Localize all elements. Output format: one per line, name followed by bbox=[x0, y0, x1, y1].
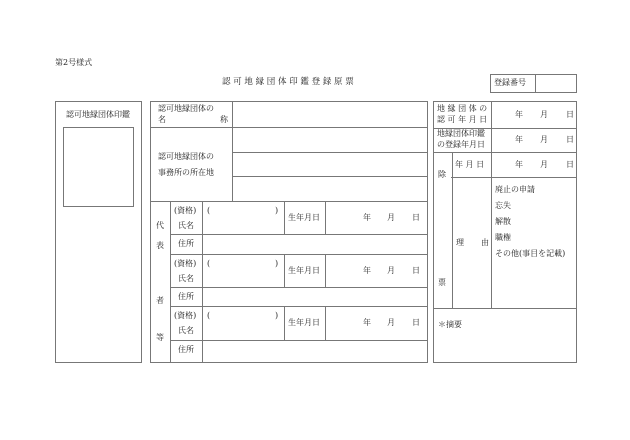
birth-date-label: 生年月日 bbox=[288, 213, 320, 222]
address-label: 住所 bbox=[178, 239, 194, 248]
paren-open: ( bbox=[207, 206, 211, 215]
birth-date-label: 生年月日 bbox=[288, 266, 320, 275]
paren-close: ) bbox=[275, 259, 279, 268]
month-label: 月 bbox=[387, 318, 395, 327]
org-name-label: 認可地縁団体の bbox=[158, 104, 214, 113]
org-name-label-b: 称 bbox=[220, 115, 228, 124]
rep-name-label: 氏名 bbox=[178, 274, 194, 283]
rep-label-1: 代 bbox=[156, 221, 164, 230]
rep-label-3: 者 bbox=[156, 296, 164, 305]
reason-option[interactable]: 職権 bbox=[495, 233, 511, 242]
rep-label-4: 等 bbox=[156, 333, 164, 342]
month-label: 月 bbox=[540, 110, 548, 119]
qualification-label: (資格) bbox=[174, 206, 197, 215]
reason-option[interactable]: 忘失 bbox=[495, 201, 511, 210]
day-label: 日 bbox=[566, 135, 574, 144]
rep-address-field[interactable] bbox=[203, 235, 427, 253]
day-label: 日 bbox=[412, 266, 420, 275]
month-label: 月 bbox=[540, 135, 548, 144]
day-label: 日 bbox=[412, 213, 420, 222]
rep-name-field[interactable] bbox=[203, 255, 283, 286]
reason-label: 理 bbox=[456, 238, 464, 247]
org-name-field[interactable] bbox=[233, 102, 427, 126]
paren-close: ) bbox=[275, 206, 279, 215]
birth-date-label: 生年月日 bbox=[288, 318, 320, 327]
rep-label-2: 表 bbox=[156, 241, 164, 250]
qualification-label: (資格) bbox=[174, 259, 197, 268]
birth-date-field[interactable] bbox=[326, 255, 426, 286]
paren-open: ( bbox=[207, 311, 211, 320]
month-label: 月 bbox=[540, 160, 548, 169]
office-label: 認可地縁団体の bbox=[158, 152, 214, 161]
registration-number-field[interactable] bbox=[536, 75, 576, 92]
seal-imprint-area[interactable] bbox=[63, 127, 134, 207]
approval-date-label: 地 縁 団 体 の bbox=[437, 104, 488, 113]
office-address-field[interactable] bbox=[233, 128, 427, 200]
org-name-label-a: 名 bbox=[158, 115, 166, 124]
office-label-2: 事務所の所在地 bbox=[158, 168, 214, 177]
removal-label: 除 bbox=[438, 170, 446, 179]
rep-name-label: 氏名 bbox=[178, 326, 194, 335]
year-label: 年 bbox=[363, 318, 371, 327]
removal-date-label: 年 月 日 bbox=[455, 160, 485, 169]
approval-date-label-2: 認 可 年 月 日 bbox=[437, 115, 488, 124]
reason-option[interactable]: その他(事目を記載) bbox=[495, 249, 566, 258]
year-label: 年 bbox=[515, 160, 523, 169]
reason-option[interactable]: 廃止の申請 bbox=[495, 185, 535, 194]
address-label: 住所 bbox=[178, 345, 194, 354]
day-label: 日 bbox=[566, 110, 574, 119]
paren-open: ( bbox=[207, 259, 211, 268]
year-label: 年 bbox=[363, 213, 371, 222]
rep-address-field[interactable] bbox=[203, 341, 427, 362]
reason-label-b: 由 bbox=[481, 238, 489, 247]
removal-label-2: 票 bbox=[438, 278, 446, 287]
month-label: 月 bbox=[387, 213, 395, 222]
form-number: 第2号様式 bbox=[55, 58, 93, 67]
year-label: 年 bbox=[363, 266, 371, 275]
paren-close: ) bbox=[275, 311, 279, 320]
remarks-label: ＊摘要 bbox=[438, 320, 462, 329]
registration-number-label: 登録番号 bbox=[494, 78, 526, 87]
month-label: 月 bbox=[387, 266, 395, 275]
birth-date-field[interactable] bbox=[326, 202, 426, 233]
rep-name-field[interactable] bbox=[203, 202, 283, 233]
seal-label: 認可地縁団体印鑑 bbox=[66, 110, 130, 119]
day-label: 日 bbox=[412, 318, 420, 327]
rep-name-field[interactable] bbox=[203, 307, 283, 339]
year-label: 年 bbox=[515, 110, 523, 119]
seal-reg-date-label: 地縁団体印鑑 bbox=[437, 129, 485, 138]
seal-reg-date-label-2: の登録年月日 bbox=[437, 140, 485, 149]
address-label: 住所 bbox=[178, 292, 194, 301]
reason-option[interactable]: 解散 bbox=[495, 217, 511, 226]
rep-name-label: 氏名 bbox=[178, 221, 194, 230]
page-title: 認 可 地 縁 団 体 印 鑑 登 録 原 票 bbox=[222, 77, 354, 87]
rep-address-field[interactable] bbox=[203, 288, 427, 305]
year-label: 年 bbox=[515, 135, 523, 144]
birth-date-field[interactable] bbox=[326, 307, 426, 339]
day-label: 日 bbox=[566, 160, 574, 169]
qualification-label: (資格) bbox=[174, 311, 197, 320]
